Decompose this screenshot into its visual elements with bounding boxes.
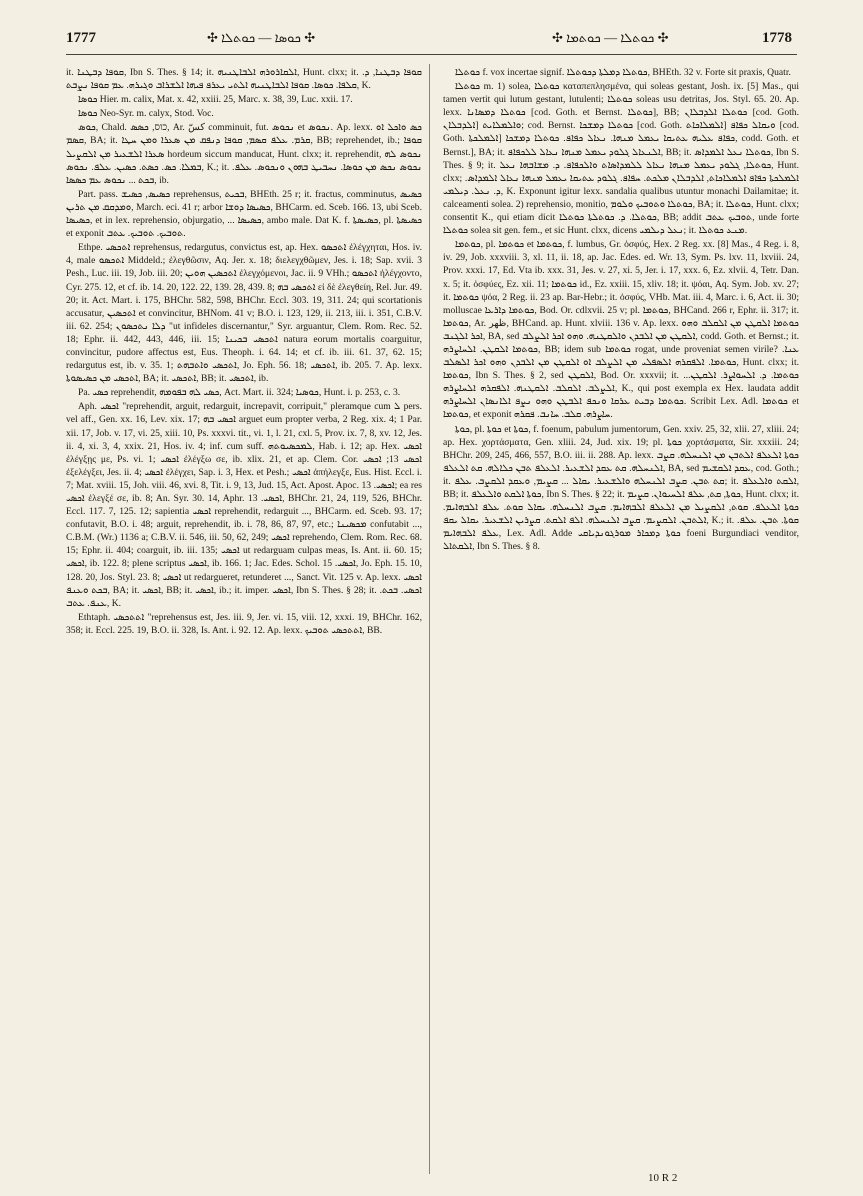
entry-paragraph: ܟܘܬܠܐ f. vox incertae signif. ܟܘܬܠܐ ܕܡܠܬܐ ܕܟܘܬܠܐ, BHEth. 32 v. Forte sit praxis, Quatr. bbox=[455, 67, 791, 78]
entry-paragraph: Pa. ܟܣܝ reprehendit, ܟܣܝ ܠܗ ܒܦܘܡܗ, Act. Mart. ii. 324; ܟܘܣܝܐ, Hunt. i. p. 253, c. 3. bbox=[78, 387, 401, 399]
page-number-right: 1778 bbox=[762, 30, 792, 46]
entry-paragraph: Ethtaph. ܐܬܬܟܣܝ "reprehensus est, Jes. iii. 9, Jer. vi. 15, viii. 12, xxxi. 19, BHChr. 162, 358; it. Eccl. 225. 19, B.O. ii. 328, Is. Ant. i. 92. 12. Ap. lexx. ܐܬܬܟܣܝ ܬܘܒܝܟ, BB. bbox=[66, 611, 422, 636]
running-head-right: ✣ ܟܘܬܠܐ — ܟܘܬܡܐ ✣ bbox=[552, 30, 669, 45]
entry-paragraph: ܟܘܣ, Chald. כוס, ܟܣܣ, Ar. كسّ comminuit, fut. ܢܟܘܣ et ܢܟܘܣ. Ap. lexx. ܟܣ ܘܐܟܠ ܐܘ ܩܣܡ, BA; it. ܩܪܡ. ܥܠܦ ܩܣܡ, ܩܘܦܐ ܕܢܦܩ ܡܢ ܣܥܪܐ ܘܡܢ ܚܛܐ, BB; reprehendet, ib.; ܩܘܦܐ ܣܥܪܐ ܐܠܫܥܝܪ ܡܢ ܐܠܩܨܝܠ hordeum siccum manducat, Hunt. clxx; it. reprehendit, ܢܟܘܣ ܠܗ ܒܡܠܐ. ܟܣ. ܟܣܬ. ܟܣܝܢ. ܥܠܦ. ܢܟܘܣ, K.; it. ܢܟܘܣ ܢܟܣ ܡܢ ܟܘܣܐ. ܢܚܒܝܛ ܒܗܘܢ ܘܢܟܘܣ. ܥܠܦ. ܒܟܬ ... ܢܟܘܣ ܥܡ ܟܣܣܐ, ib. bbox=[66, 122, 422, 186]
entry-paragraph: Part. pass. ܟܣܝܣ, ܟܣܝܫ reprehensus, ܒܟܝܬ, BHEth. 25 r; it. fractus, comminutus, ܟܣܝܣ ܘܡܕܩܩ ܡܢ ܬܪܝܢ, March. eci. 41 r; arbor ܟܣܝܣܐ ܕܘܫܐ, BHCarm. ed. Sceb. 166. 13, ubi Sceb. ܟܣܝܣܐ, et in lex. reprehensio, objurgatio, ... ܟܣܝܣܐ, ambo male. Dat K. f. ܟܣܝܣܬܐ, pl. ܟܣܝܣܬܐ et exponit ܬܘܒܝܟ. ܬܘܒܝܟ. ܥܬܒ. bbox=[66, 188, 422, 240]
signature-mark: 10 R 2 bbox=[648, 1172, 678, 1184]
page-number-left: 1777 bbox=[66, 30, 96, 46]
entry-paragraph: ܟܘܬܠܐ m. 1) solea, ܟܘܬܠܐ καταπεπλησμένα, qui soleas gestant, Josh. ix. [5] Mas., qui tamen vertit qui lutum gestant, lutulenti; ܟܘܬܠܐ soleas usu detritas, Jos. Styl. 65. 20. Ap. lexx. ܟܘܬܠܐ ܕܡܣܐܢܐ [cod. Goth. et Bernst. ܟܘܬܠܐ], BB; ܟܘܬܠܐ ܐܠܕܒܠܐܢ [cod. Goth. ܐܠܕܒܠܐܢ] ܘܐܠܡܠܐܝܬ; cod. Bernst. ܟܘܬܠܐ ܕܡܫܟܐ [cod. Goth. ܐܠܡܠܐܟܐܬ] ܘܝܩܐܠ ܟܦܐܦ [cod. Goth. ܐܠܡܠܟܬܐ] ܟܦܐܦ ܥܠܝܗ ܥܬܝܩܐ ܝܥܡܠ ܡܢܗܐ. ܢܥܐܠ ܟܦܐܦ. ܟܘܬܠܐ ܕܡܫܟܐ, codd. Goth. et Bernst.], BA; it. ܐܠܢܥܐܠ ܓܠܘܕ ܝܥܡܠ ܡܢܗܐ ܢܥܐܠ ܠܠܟܦܐܦ, BB; it. ܟܘܬܠܐ ܢܥܠ ܐܠܡܕܐܣ, Ibn S. Thes. § 9; it. ܟܘܬܠܐ, ܓܠܘܕ ܝܥܡܠ ܡܢܗܐ ܢܥܐܠ ܠܠܡܕܐܣܐܬ ܘܐܠܟܦܐܦ. ܕ. ܡܫܐܒܗܐ ܢܥܠ, Hunt. clxx; ܐܠܡܠܟܬܐ ܟܦܐܦ ܐܠܡܠܐܟܐܬ, ܐܠܕܒܠܐܢ ܡܠܟܬ. ܚܦܐܦ. ܓܠܘܕ ܥܬܝܩܐ ܝܥܡܠ ܡܢܗܐ ܢܥܐܠ ܐܠܡܕܐܣ. ܕ. ܢܥܠ. ܕܝܠܡܝ, K. Exponunt igitur lexx. sandalia qualibus utuntur monachi Dailamitae; it. calceamenti solea. 2) reprehensio, monitio, ܟܘܬܠܐ ܘܬܘܒܝܟ ܘܠܘܡ, BA; it. ܟܘܬܠܐ, Hunt. clxx; consentit K., qui etiam dicit ܟܘܬܠܐ. ܕ. ܟܘܬܠܬܐ ܟܘܬܠܐ, BB; addit ܬܘܒܝܟ ܥܬܒ, unde forte ܟܘܬܠܐ solea sit gen. fem., et sic Hunt. clxx, dicens ܢܥܠ ܕܝܠܡܝ; it. ܡܢܥ ܟܘܬܠܐ. bbox=[443, 81, 799, 237]
page-header bbox=[0, 0, 863, 60]
entry-paragraph: ܟܘܬܡܐ, pl. ܟܘܬܡܐ et ܟܘܬܡܐ, f. lumbus, Gr. ὀσφύς, Hex. 2 Reg. xx. [8] Mas., 4 Reg. i. 8, iv. 29, Job. xxxviii. 3, xl. 11, ii. 18, ap. Jac. Edes. ed. Wr. 13, Sym. Ps. lxv. 11, lxviii. 24, Prov. xxxi. 17, Ed. Vta ib. xxx. 31, Jes. v. 27, xi. 5, Jer. i. 17, xxx. 6, Ez. xlvii. 4, Tetr. Dan. x. 5; it. ὀσφύες, Ez. xii. 11; ܟܘܬܡܐ id., Ez. xxiii. 15, xliv. 18; it. ψόαι, Aq. Sym. Job. xv. 27; it. ܟܘܬܡܐ ψόα, 2 Reg. ii. 23 ap. Bar-Hebr.; it. ὀσφύς, VHb. Mat. iii. 4, Marc. i. 6, Act. ii. 30; molluscae ܟܘܬܡܐ ܕܐܪܥܐ, Bod. Or. cdlxvii. 25 v; pl. ܟܘܬܡܐ, BHCand. 266 r, Ephr. ii. 317; it. ܟܘܬܡܐ, Ar. ظهر, BHCand. ap. Hunt. xlviii. 136 v. Ap. lexx. ܟܘܬܡܐ ܐܠܩܛܢ ܡܢ ܐܠܩܠܒ ܘܗܘ ܐܟܪ ܐܠܓܢܒ, BA, sed ܐܠܩܛܢ ܡܢ ܐܠܒܕܢ ܘܐܠܩܛܢܗ. ܘܗܘ ܐܟܪ ܐܠܨܠܒ, codd. Goth. et Bernst.; it. ܟܘܬܡܐ ܐܠܩܛܢ. ܐܠܚܐܨܪܗ, BB; idem sub ܟܘܬܡܐ rogat, unde proveniat semen virile? ܥܢܐ. ܟܘܬܡܐ. ܐܠܦܩܪܗ ܐܠܣܦܠܝ ܡܢ ܐܠܨܠܒ ܐܘ ܐܠܩܛܢ ܡܢ ܐܠܒܕܢ ܘܗܘ ܐܟܪ ܐܠܣܠܒ, Hunt. clxx; it. ܟܘܬܡܐ, Ibn S. Thes. § 2, sed ܐܠܩܛܢ, Bod. Or. xxxvii; it. ܟܘܬܡܐ. ܕ. ܐܠܚܘܐܨܪ. ܐܠܩܛܢ... ܐܠܨܠܒ. ܐܠܩܠܒ. ܐܠܩܛܢܗ. ܐܠܦܩܪܗ ܐܠܚܐܨܪܗ, K., qui post exempla ex Hex. laudata addit ܟܘܬܡܐ ܕܒܝܬ ܥܪܩܐ ܘܢܟܦ ܐܠܒܛܢ ܘܗܘ ܢܨܦ ܐܠܐܢܣܐܢ ܐܠܚܐܨܪܗ. Scribit Lex. Adl. ܟܘܬܡܐ et ܟܘܬܡܐ, et exponit ܚܐܨܪܗ. ܩܠܒ. ܚܐܢܒ. ܦܩܪܗ. bbox=[443, 239, 799, 421]
entry-paragraph: Aph. ܐܟܣܝ "reprehendit, arguit, redarguit, increpavit, corripuit," pleramque cum ܠ pers. vel aff., Gen. xx. 16, Lev. xix. 17; ܐܟܣܝ ܒܗ arguet eum propter verba, 2 Reg. xix. 4; 1 Par. xii. 17, Job. v. 17, vi. 25, xiii. 10, Ps. xxxvi. tit., vi. 1, l. 21, cxl. 5, Prov. ix. 7, 8, xv. 12, Jes. ii. 4, xi. 3, 4, xxix. 21, Hos. iv. 4; inf. cum suff. ܠܡܟܣܝܘܬܗ, Hab. i. 12; ap. Hex. ܐܟܣܝ ἐλέγξῃς με, Ps. vi. 1; ܐܟܣܝ ἐλέγξω σε, ib. xlix. 21, et ap. Clem. Cor. ܐܟܣܝ 13; ܐܟܣܝ ἐξελέγξει, Jes. ii. 4; ܐܟܣܝ ἐλέγχει, Sap. i. 3, Hex. et Pesh.; ܐܟܣܝ ἀπήλεγξε, Eus. Hist. Eccl. i. 7; Mat. xviii. 15, Joh. viii. 46, xvi. 8, Tit. i. 9, 13, Jud. 15, Act. Apost. Apoc. ܐܟܣܝ. 13; ea res ܐܟܣܝ ἐλεγξέ σε, ib. 8; An. Syr. 30. 14, Aphr. ܐܟܣܝ. 13, BHChr. 21, 24, 119, 526, BHChr. Eccl. 117. 7, 125. 12; sapientia ܐܟܣܝ reprehendit, redarguit ..., BHCarm. ed. Sceb. 93. 17; confutavit, B.O. i. 48; arguit, reprehendit, ib. i. 78, 86, 87, 97, etc.; ܡܟܣܝܢܐ confutabit ..., C.B.M. (Wr.) 1136 a; C.B.V. ii. 546, iii. 50, 62, 249; ܐܟܣܝ reprehendo, Clem. Rom. Rec. 68. 15; Ephr. ii. 404; coarguit, ib. iii. 135; ܐܟܣܝ ut redarguam culpas meas, Is. Ant. ii. 60. 15; ܐܟܣܝ, ib. 122. 8; plene scriptus ܐܟܣܝ, ib. 166. 1; Jac. Edes. Schol. ܐܟܣܝ. 15, Jo. Eph. 15. 10, 128. 20, Jos. Styl. 23. 8; ܐܟܣܝ ut redargueret, retunderet ..., Sanct. Vit. 125 v. Ap. lexx. ܐܟܣܝ ܒܟܬ ܘܥܢܦ, BA; it. ܐܟܣܝ, BB; it. ܐܟܣܝ, ib.; it. imper. ܐܟܣܝ, Ibn S. Thes. § 28; it. ܐܟܣܝ. ܒܟܬ. ܥܢܦ. ܥܬܒ, K. bbox=[66, 401, 422, 609]
running-head-left: ✣ ܟܘܣܐ — ܟܘܬܠܐ ✣ bbox=[207, 30, 316, 45]
entry-paragraph: Ethpe. ܐܬܟܣܝ reprehensus, redargutus, convictus est, ap. Hex. ܐܬܟܣܘ ἐλέγχηται, Hos. iv. 4, male ܐܬܟܣܘ Middeld.; ἐλεγθῶσιν, Aq. Jer. x. 18; διελεγχθῶμεν, Jes. i. 18; Sap. xvii. 3 Pesh., Luc. iii. 19, Job. iii. 20; ܐܬܟܣܝܢ ܗܘܝܢ ἐλεγχόμενοι, Jac. ii. 9 VHh.; ܐܬܟܣܘ ἠλέγχοντο, Cyr. 275. 12, et cf. ib. 14. 20, 122. 22, 139. 28, 439. 8; ܐܬܟܣܝ ܒܗ εἰ δὲ ἐλεγθείη, Rel. Jur. 49. 20; it. Act. Mart. i. 175, BHChr. 582, 598, BHChr. Eccl. 303. 19, 311. 24; qui scortationis accusatur, ܐܬܟܣܝܢ et convincitur, BHNom. 41 v; B.O. i. 123, 129, ii. 213, iii. i. 351, C.B.V. iii. 62. 254; ܕܠܐ ܢܬܟܣܘܢ "ut infideles discernantur," Syr. arguantur, Clem. Rom. Rec. 52. 18; Ephr. ii. 442, 443, 446, iii. 15; ܐܬܟܣܝ ܒܟܝܢܐ natura eorum mortalis coarguitur, convincitur, pudore affectus est, Eus. Theoph. i. 64. 14; et cf. ib. iii. 61. 37, 62. 15; redargutus est, ib. v. 35. 1; ܐܬܟܣܝ ܘܐܬܒܗܬ, Jo. Eph. 56. 18; ܐܬܟܣܝ, ib. 205. 7. Ap. lexx. ܐܬܟܣܝ ܡܢ ܟܣܝܣܘܬܐ, BA; it. ܐܬܟܣܝ, BB; it. ܐܬܟܣܝ, ib. bbox=[66, 242, 422, 385]
left-column bbox=[66, 66, 422, 1176]
column-divider bbox=[429, 64, 430, 1174]
right-column bbox=[443, 66, 799, 1176]
entry-paragraph: it. ܩܘܦܐ ܕܒܛܢܐ, Ibn S. Thes. § 14; it. ܐܠܩܐܪܘܪܗ ܐܠܒܐܛܢܝܗ, Hunt. clxx; it. ܩܘܦܐ ܕܒܛܢܐ, ܕ. ܩܠܦܐ. ܟܘܣܐ. ܩܘܦܐ ܐܠܒܐܛܢܝܗ ܐܠܬܝ ܝܥܪܦ ܦܝܗܐ ܐܠܫܪܐܒ ܘܓܝܪܗ. ܥܡ ܩܘܦܐ ܢܨܒܬ, K. bbox=[66, 67, 422, 92]
header-rule bbox=[66, 54, 797, 55]
entry-paragraph: ܟܘܣܐ Hier. m. calix, Mat. x. 42, xxiii. 25, Marc. x. 38, 39, Luc. xxii. 17. bbox=[78, 94, 353, 106]
entry-paragraph: ܟܘܬܐ, pl. ܟܘܬܐ et ܟܘܬܐ, f. foenum, pabulum jumentorum, Gen. xxiv. 25, 32, xlii. 27, xliii. 24; ap. Hex. χορτάσματα, Gen. xliii. 24, Jud. xix. 19; pl. ܟܘܬܐ χορτάσματα, Sir. xxxiii. 24; BHChr. 209, 245, 466, 557, B.O. iii. ii. 288. Ap. lexx. ܟܘܬܐ ܐܠܥܠܦ ܐܠܬܒܢ ܡܢ ܐܠܢܚܠܗ. ܩܨܒ ܐܠܢܚܠܗ. ܩܬ ܥܩܕ ܐܠܫܥܝܪ. ܐܠܥܠܦ ܬܒܢ ܟܠܐܠܗ. ܩܬ ܐܠܥܠܦ, BA, sed ܥܩܕ ܐܠܩܫܝܡ, cod. Goth.; it. ܩܬ ܬܒܢ. ܩܨܒ ܐܠܢܚܠܗ ܘܐܠܫܥܝܪ. ܝܩܐܠ ... ܩܨܝܡ, ܘܥܩܕ ܐܠܩܨܒ. ܥܠܦ; it. ܐܠܩܬ ܘܐܠܥܠܦ, BB; it. ܟܘܬܐ ܐܠܩܬ ܘܐܠܥܠܦ, Ibn S. Thes. § 22; it. ܟܘܬܐ, ܩܬ, ܥܠܦ ܐܠܚܝܘܐܢ. ܩܨܝܡ, Hunt. clxx; it. ܟܘܬܐ ܐܠܥܠܦ. ܩܘܬ, ܐܠܩܨܝܠ ܡܢ ܐܠܥܠܦ ܐܠܒܗܐܝܡ. ܩܨܒ ܐܠܢܚܠܗ. ܝܩܐܠ ܩܘܬ. ܥܠܦ ܐܠܒܗܐܝܡ. ܐܠܬܒܢ. ܐܠܩܨܝܡ. ܩܨܒ ܐܠܢܚܠܗ. ܐܠܦ ܐܠܩܬ. ܩܨܪܝܢ ܐܠܫܥܝܪ. ܝܩܐܠ ܝܩܦ, K.; it. ܩܘܬܐ. ܬܒܢ. ܥܠܦ. ܥܠܦ ܐܠܒܗܐܝܡ, Lex. Adl. Adde ܟܘܬܐ ܕܡܟܐܪ ܡܘܪܓܘܢܕܝܐܩܝ foeni Burgundiaci venditor, ܐܠܩܬܐܠ, Ibn S. Thes. § 8. bbox=[443, 423, 799, 553]
entry-paragraph: ܟܘܣܐ Neo-Syr. m. calyx, Stod. Voc. bbox=[78, 108, 214, 120]
